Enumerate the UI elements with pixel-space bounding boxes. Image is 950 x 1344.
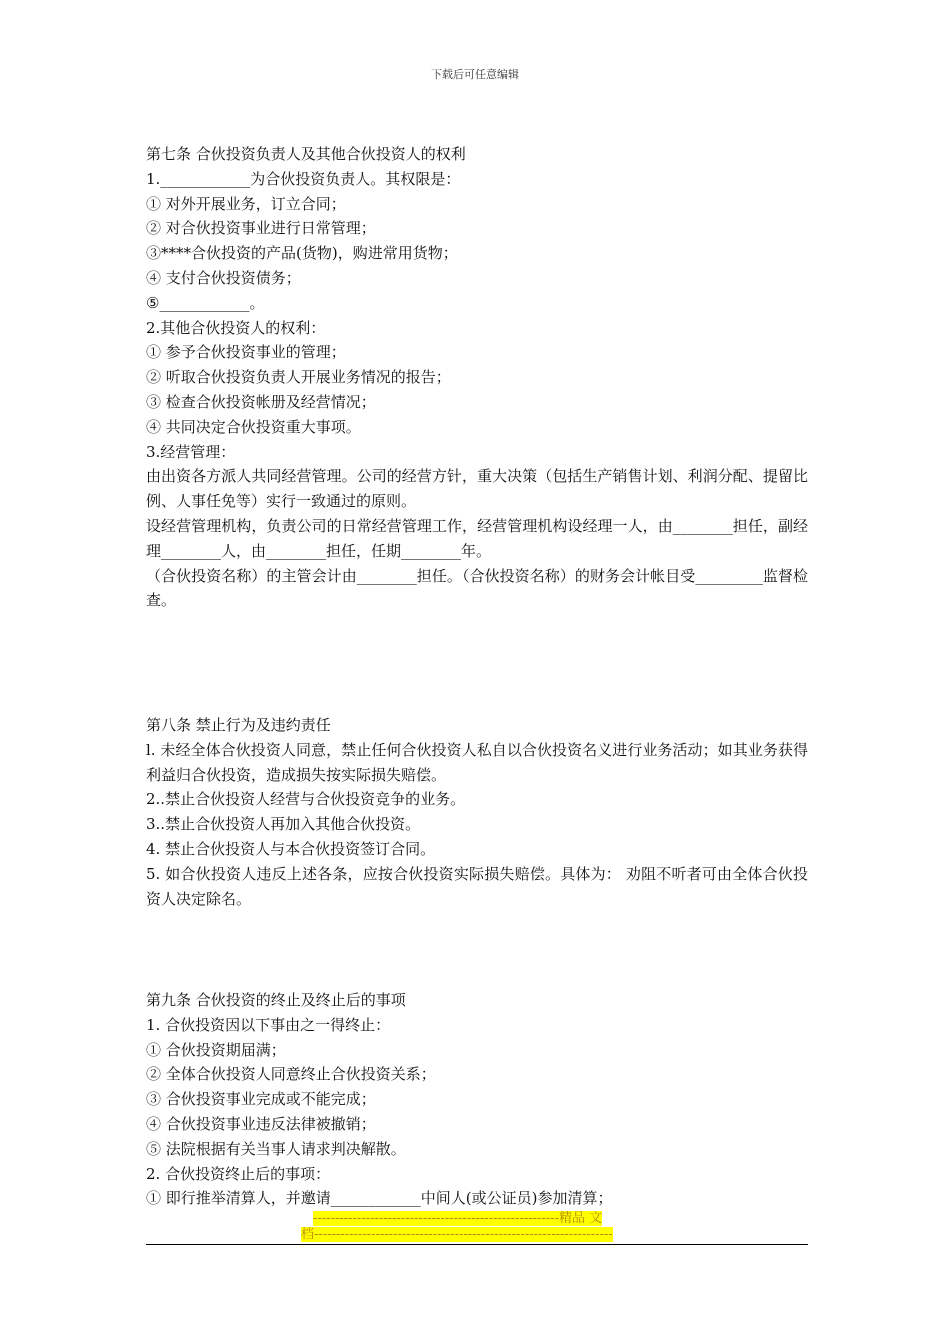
section-title: 第九条 合伙投资的终止及终止后的事项 xyxy=(146,991,406,1009)
list-item: ① 对外开展业务，订立合同； xyxy=(146,194,346,213)
list-item: 3.经营管理： xyxy=(146,442,236,461)
section-9 xyxy=(146,988,808,1211)
paragraph: 3..禁止合伙投资人再加入其他合伙投资。 xyxy=(146,815,421,834)
list-item: ① 即行推举清算人，并邀请____________中间人(或公证员)参加清算； xyxy=(146,1189,613,1208)
list-item: 2.其他合伙投资人的权利： xyxy=(146,318,326,337)
list-item: 2. 合伙投资终止后的事项： xyxy=(146,1164,331,1183)
list-item: ③****合伙投资的产品(货物)，购进常用货物； xyxy=(146,244,458,263)
footer-watermark xyxy=(301,1211,651,1243)
list-item: ① 合伙投资期届满； xyxy=(146,1040,286,1059)
footer-divider xyxy=(146,1244,808,1245)
page-header: 下载后可任意编辑 xyxy=(431,68,519,81)
footer-watermark-line: --------------------------------------------------------精品 文 xyxy=(313,1211,603,1226)
list-item: ④ 合伙投资事业违反法律被撤销； xyxy=(146,1114,376,1133)
list-item: ① 参予合伙投资事业的管理； xyxy=(146,343,346,362)
list-item: 1.____________为合伙投资负责人。其权限是： xyxy=(146,169,461,188)
list-item: ② 听取合伙投资负责人开展业务情况的报告； xyxy=(146,368,451,387)
list-item: ③ 检查合伙投资帐册及经营情况； xyxy=(146,392,376,411)
list-item: ④ 共同决定合伙投资重大事项。 xyxy=(146,417,361,436)
paragraph: 2..禁止合伙投资人经营与合伙投资竞争的业务。 xyxy=(146,790,466,809)
list-item: ④ 支付合伙投资债务； xyxy=(146,268,301,287)
paragraph: l. 未经全体合伙投资人同意，禁止任何合伙投资人私自以合伙投资名义进行业务活动；如其业务获得利益归合伙投资，造成损失按实际损失赔偿。 xyxy=(146,740,808,784)
paragraph: 由出资各方派人共同经营管理。公司的经营方针，重大决策（包括生产销售计划、利润分配、提留比例、人事任免等）实行一致通过的原则。 xyxy=(146,467,808,511)
list-item: ⑤ 法院根据有关当事人请求判决解散。 xyxy=(146,1139,406,1158)
section-8 xyxy=(146,713,808,911)
section-7 xyxy=(146,142,808,613)
list-item: ② 全体合伙投资人同意终止合伙投资关系； xyxy=(146,1065,436,1084)
paragraph: 4. 禁止合伙投资人与本合伙投资签订合同。 xyxy=(146,839,436,858)
footer-watermark-line: 档-------------------------------------------------------------------- xyxy=(301,1227,613,1242)
section-title: 第七条 合伙投资负责人及其他合伙投资人的权利 xyxy=(146,145,466,163)
paragraph: 设经营管理机构，负责公司的日常经营管理工作，经营管理机构设经理一人，由________担任，副经理________人，由________担任，任期________年。 xyxy=(146,516,808,560)
section-title: 第八条 禁止行为及违约责任 xyxy=(146,716,331,734)
list-item: ② 对合伙投资事业进行日常管理； xyxy=(146,219,376,238)
list-item: ⑤____________。 xyxy=(146,293,265,312)
list-item: ③ 合伙投资事业完成或不能完成； xyxy=(146,1090,376,1109)
paragraph: （合伙投资名称）的主管会计由________担任。（合伙投资名称）的财务会计帐目受_________监督检查。 xyxy=(146,566,808,610)
list-item: 1. 合伙投资因以下事由之一得终止： xyxy=(146,1015,391,1034)
paragraph: 5. 如合伙投资人违反上述各条，应按合伙投资实际损失赔偿。具体为： 劝阻不听者可由全体合伙投资人决定除名。 xyxy=(146,864,808,908)
